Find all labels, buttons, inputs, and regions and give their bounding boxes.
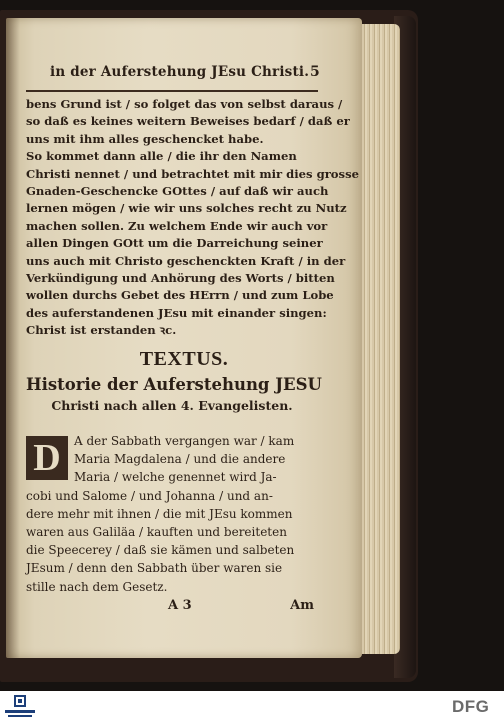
textus-label: TEXTUS. xyxy=(139,348,229,370)
text-line: uns mit ihm alles geschencket habe. xyxy=(26,131,264,146)
text-line: Verkündigung und Anhörung des Worts / bitten xyxy=(26,271,335,286)
book-page xyxy=(6,18,362,658)
text-line: So kommet dann alle / die ihr den Namen xyxy=(26,149,297,164)
section-heading: Historie der Auferstehung JESU xyxy=(26,375,322,394)
catchword: Am xyxy=(290,598,314,613)
text-line: machen sollen. Zu welchem Ende wir auch vor xyxy=(26,218,328,233)
text-line: so daß es keines weitern Beweises bedarf / daß er xyxy=(26,114,350,129)
text-line: JEsum / denn den Sabbath über waren sie xyxy=(26,561,283,576)
text-line: lernen mögen / wie wir uns solches recht zu Nutz xyxy=(26,201,347,216)
text-line: bens Grund ist / so folget das von selbst daraus / xyxy=(26,97,343,111)
text-line: Maria / welche genennet wird Ja- xyxy=(74,470,277,485)
text-line: waren aus Galiläa / kauften und bereiteten xyxy=(26,525,287,540)
running-header xyxy=(50,64,320,88)
dfg-logo: DFG xyxy=(452,697,490,716)
text-line: dere mehr mit ihnen / die mit JEsu kommen xyxy=(26,506,293,521)
viewer-footer-bar xyxy=(0,691,504,721)
page-footer xyxy=(26,598,318,616)
text-line: die Speecerey / daß sie kämen und salbeten xyxy=(26,543,295,558)
text-line: allen Dingen GOtt um die Darreichung seiner xyxy=(26,236,323,251)
text-line: Maria Magdalena / und die andere xyxy=(74,452,286,467)
running-head-title: in der Auferstehung JEsu Christi. xyxy=(50,64,310,80)
text-line: stille nach dem Gesetz. xyxy=(26,579,168,594)
text-line: Gnaden-Geschencke GOttes / auf daß wir auch xyxy=(26,184,329,199)
spine-shadow xyxy=(6,18,20,658)
text-line: wollen durchs Gebet des HErrn / und zum Lobe xyxy=(26,288,334,303)
text-line: Christ ist erstanden ꝛc. xyxy=(26,323,177,338)
text-line: Christi nennet / und betrachtet mit mir dies grosse xyxy=(26,166,359,181)
section-subheading: Christi nach allen 4. Evangelisten. xyxy=(51,398,293,413)
text-line: uns auch mit Christo geschenckten Kraft / in der xyxy=(26,253,346,268)
text-line: des auferstandenen JEsu mit einander singen: xyxy=(26,305,327,320)
signature-mark: A 3 xyxy=(168,598,192,613)
gospel-text xyxy=(26,432,318,596)
text-line: cobi und Salome / und Johanna / und an- xyxy=(26,488,273,503)
page-number: 5 xyxy=(310,64,320,80)
header-rule xyxy=(26,90,318,92)
franckesche-stiftungen-logo-icon xyxy=(4,694,36,719)
paragraph-1 xyxy=(26,96,359,340)
decorated-initial: D xyxy=(26,436,68,480)
text-line: A der Sabbath vergangen war / kam xyxy=(74,434,295,448)
